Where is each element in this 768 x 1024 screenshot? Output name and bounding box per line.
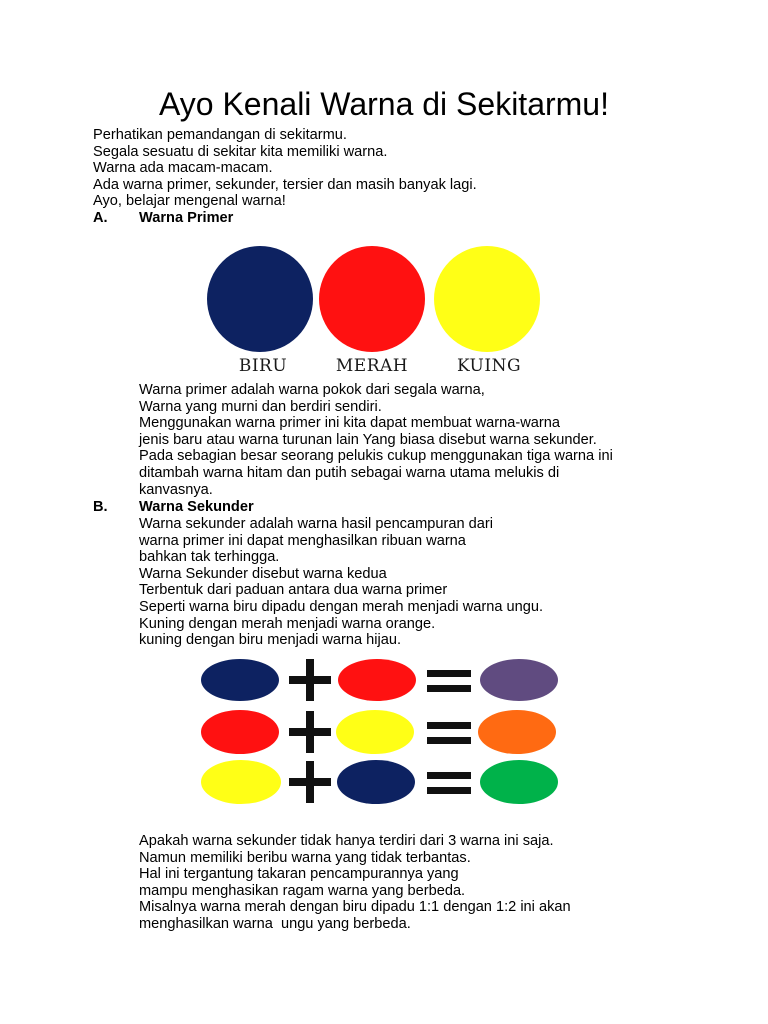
paragraph-line: menghasilkan warna ungu yang berbeda. <box>139 915 411 932</box>
secondary-description <box>139 516 749 649</box>
equals-icon <box>427 670 471 692</box>
paragraph-line: Terbentuk dari paduan antara dua warna primer <box>139 582 448 599</box>
mix-row3-first-color <box>201 760 281 804</box>
paragraph-line: Seperti warna biru dipadu dengan merah menjadi warna ungu. <box>139 598 544 615</box>
paragraph-line: kanvasnya. <box>139 481 213 498</box>
paragraph-line: Apakah warna sekunder tidak hanya terdiri dari 3 warna ini saja. <box>139 833 554 849</box>
intro-paragraph <box>93 127 733 210</box>
mix-row3-second-color <box>337 760 415 804</box>
mix-row2-first-color <box>201 710 279 754</box>
equals-icon <box>427 772 471 794</box>
primary-circle-blue <box>207 246 313 352</box>
primary-label-blue: BIRU <box>238 356 288 376</box>
mix-row1-second-color <box>338 659 416 701</box>
paragraph-line: kuning dengan biru menjadi warna hijau. <box>139 632 402 649</box>
primary-description <box>139 382 749 498</box>
color-mixing-figure <box>196 656 566 824</box>
paragraph-line: jenis baru atau warna turunan lain Yang biasa disebut warna sekunder. <box>139 431 597 448</box>
paragraph-line: Misalnya warna merah dengan biru dipadu 1:1 dengan 1:2 ini akan <box>139 899 571 916</box>
paragraph-line: Hal ini tergantung takaran pencampurannya yang <box>139 866 459 883</box>
paragraph-line: Warna primer adalah warna pokok dari segala warna, <box>139 382 485 398</box>
secondary-closing-paragraph <box>139 833 749 933</box>
paragraph-line: mampu menghasikan ragam warna yang berbeda. <box>139 882 466 899</box>
primary-label-red: MERAH <box>335 356 409 376</box>
mix-row2-result-color <box>478 710 556 754</box>
primary-label-yellow: KUING <box>456 356 522 376</box>
intro-line: Ayo, belajar mengenal warna! <box>93 193 286 210</box>
paragraph-line: Kuning dengan merah menjadi warna orange. <box>139 615 436 632</box>
section-b-letter: B. <box>93 499 108 515</box>
paragraph-line: Pada sebagian besar seorang pelukis cukup menggunakan tiga warna ini <box>139 448 613 465</box>
page-title: Ayo Kenali Warna di Sekitarmu! <box>159 86 609 122</box>
paragraph-line: Namun memiliki beribu warna yang tidak terbantas. <box>139 849 471 866</box>
primary-circle-red <box>319 246 425 352</box>
section-a-heading <box>93 210 393 227</box>
mix-row1-first-color <box>201 659 279 701</box>
paragraph-line: Warna Sekunder disebut warna kedua <box>139 565 387 582</box>
paragraph-line: Menggunakan warna primer ini kita dapat membuat warna-warna <box>139 415 561 432</box>
section-a-letter: A. <box>93 210 108 226</box>
equals-icon <box>427 722 471 744</box>
primary-circle-yellow <box>434 246 540 352</box>
paragraph-line: warna primer ini dapat menghasilkan ribuan warna <box>139 532 466 549</box>
paragraph-line: Warna sekunder adalah warna hasil pencampuran dari <box>139 516 493 532</box>
section-b-heading <box>93 499 393 516</box>
intro-line: Warna ada macam-macam. <box>93 160 273 177</box>
mix-row3-result-color <box>480 760 558 804</box>
mix-row2-second-color <box>336 710 414 754</box>
intro-line: Segala sesuatu di sekitar kita memiliki warna. <box>93 143 388 160</box>
plus-icon <box>289 761 331 803</box>
paragraph-line: Warna yang murni dan berdiri sendiri. <box>139 398 382 415</box>
intro-line: Perhatikan pemandangan di sekitarmu. <box>93 127 347 143</box>
plus-icon <box>289 659 331 701</box>
paragraph-line: bahkan tak terhingga. <box>139 549 280 566</box>
primary-colors-figure <box>200 246 550 381</box>
plus-icon <box>289 711 331 753</box>
paragraph-line: ditambah warna hitam dan putih sebagai warna utama melukis di <box>139 464 560 481</box>
intro-line: Ada warna primer, sekunder, tersier dan masih banyak lagi. <box>93 176 477 193</box>
mix-row1-result-color <box>480 659 558 701</box>
section-b-title: Warna Sekunder <box>139 499 254 515</box>
section-a-title: Warna Primer <box>139 210 234 226</box>
